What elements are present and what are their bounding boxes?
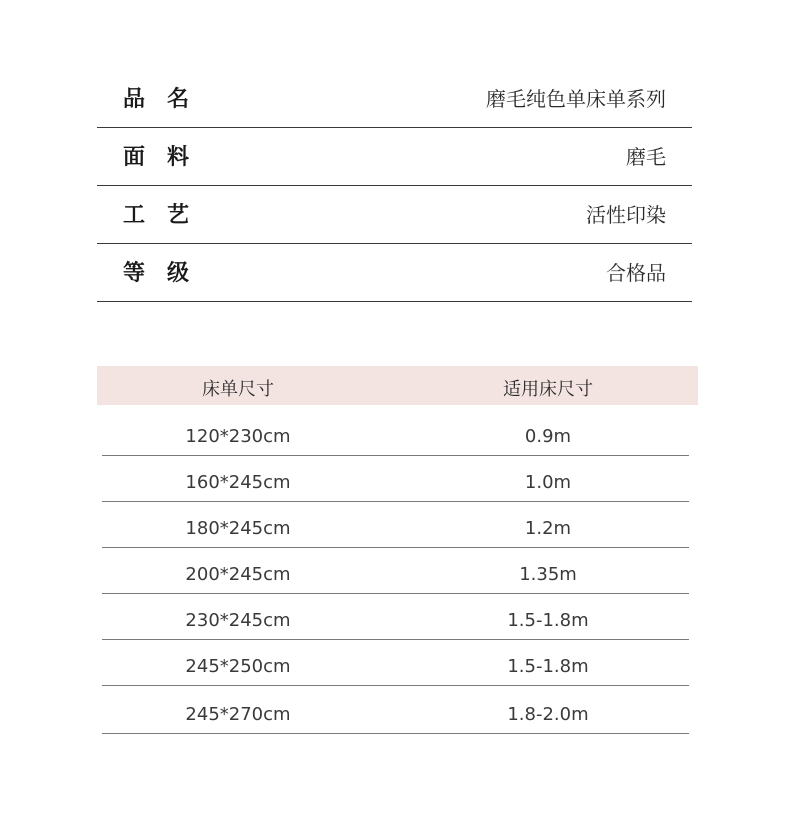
bed-size-cell: 1.35m: [519, 564, 577, 585]
product-info-table: [97, 70, 692, 302]
table-row: [102, 456, 689, 502]
sheet-size-cell: 200*245cm: [185, 564, 291, 585]
sheet-size-cell: 120*230cm: [185, 426, 291, 447]
bed-size-cell: 1.5-1.8m: [507, 656, 589, 677]
bed-size-cell: 1.0m: [524, 472, 572, 493]
info-row-grade: [97, 244, 692, 302]
column-header-bed-size: 适用床尺寸: [503, 379, 593, 400]
bed-size-cell: 1.2m: [524, 518, 572, 539]
size-table-body: [102, 405, 689, 734]
sheet-size-cell: 245*270cm: [185, 704, 291, 725]
table-row: [102, 686, 689, 734]
info-label: 品名: [123, 87, 212, 112]
table-row: [102, 502, 689, 548]
table-row: [102, 594, 689, 640]
table-row: [102, 640, 689, 686]
info-value: 磨毛: [626, 145, 666, 169]
info-row-craft: [97, 186, 692, 244]
size-table-header: [97, 366, 698, 405]
table-row: [102, 548, 689, 594]
size-table: [97, 366, 698, 734]
info-row-name: [97, 70, 692, 128]
bed-size-cell: 1.8-2.0m: [507, 704, 589, 725]
column-header-sheet-size: 床单尺寸: [202, 379, 274, 400]
info-label: 工艺: [123, 203, 212, 228]
sheet-size-cell: 160*245cm: [185, 472, 291, 493]
info-label: 面料: [123, 145, 212, 170]
info-row-fabric: [97, 128, 692, 186]
bed-size-cell: 0.9m: [524, 426, 572, 447]
info-value: 磨毛纯色单床单系列: [486, 87, 666, 111]
sheet-size-cell: 180*245cm: [185, 518, 291, 539]
bed-size-cell: 1.5-1.8m: [507, 610, 589, 631]
info-value: 合格品: [606, 261, 666, 285]
sheet-size-cell: 245*250cm: [185, 656, 291, 677]
info-label: 等级: [123, 261, 212, 286]
table-row: [102, 405, 689, 456]
info-value: 活性印染: [586, 203, 666, 227]
sheet-size-cell: 230*245cm: [185, 610, 291, 631]
